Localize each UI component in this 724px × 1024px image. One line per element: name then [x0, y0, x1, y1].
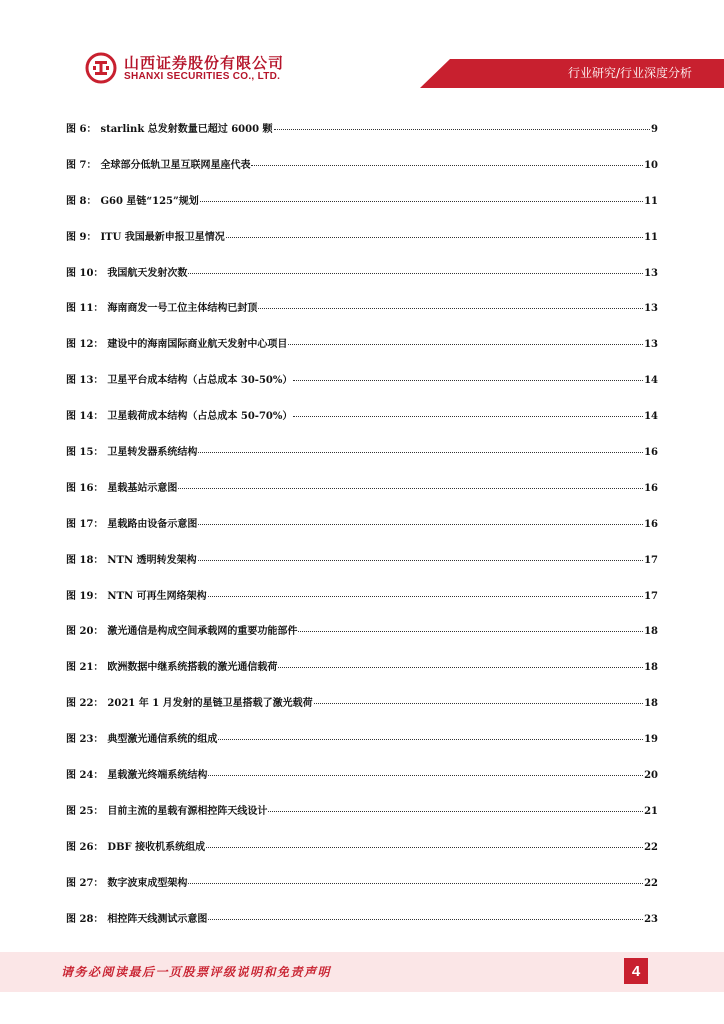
- toc-figure-title[interactable]: 星载激光终端系统结构: [107, 770, 208, 782]
- toc-page-number[interactable]: 10: [644, 159, 658, 171]
- toc-figure-title[interactable]: 我国航天发射次数: [107, 267, 188, 279]
- toc-figure-label: 图 17：: [66, 518, 104, 530]
- toc-entry[interactable]: [66, 587, 658, 623]
- toc-page-number[interactable]: 23: [644, 913, 658, 925]
- toc-entry[interactable]: [66, 551, 658, 587]
- toc-dot-leader: [293, 380, 643, 381]
- toc-entry[interactable]: [66, 443, 658, 479]
- toc-figure-title[interactable]: 激光通信是构成空间承载网的重要功能部件: [107, 626, 298, 638]
- toc-figure-label: 图 25：: [66, 805, 104, 817]
- toc-figure-title[interactable]: 星载路由设备示意图: [107, 518, 198, 530]
- toc-page-number[interactable]: 11: [644, 231, 658, 243]
- toc-dot-leader: [278, 667, 643, 668]
- toc-dot-leader: [208, 596, 643, 597]
- toc-figure-label: 图 7：: [66, 159, 97, 171]
- company-name-en: SHANXI SECURITIES CO., LTD.: [124, 71, 281, 82]
- toc-figure-title[interactable]: 建设中的海南国际商业航天发射中心项目: [107, 339, 288, 351]
- toc-page-number[interactable]: 17: [644, 590, 658, 602]
- toc-dot-leader: [293, 416, 643, 417]
- toc-entry[interactable]: [66, 120, 658, 156]
- toc-figure-label: 图 20：: [66, 626, 104, 638]
- toc-page-number[interactable]: 18: [644, 626, 658, 638]
- toc-figure-title[interactable]: G60 星链“125”规划: [100, 195, 199, 207]
- toc-figure-label: 图 18：: [66, 554, 104, 566]
- toc-page-number[interactable]: 16: [644, 482, 658, 494]
- toc-dot-leader: [258, 308, 643, 309]
- toc-figure-title[interactable]: DBF 接收机系统组成: [107, 841, 206, 853]
- toc-page-number[interactable]: 9: [651, 124, 658, 135]
- toc-entry[interactable]: [66, 694, 658, 730]
- toc-page-number[interactable]: 18: [644, 662, 658, 674]
- toc-figure-label: 图 8：: [66, 195, 97, 207]
- toc-figure-title[interactable]: 目前主流的星载有源相控阵天线设计: [107, 805, 268, 817]
- toc-dot-leader: [274, 129, 651, 130]
- toc-figure-title[interactable]: 相控阵天线测试示意图: [107, 913, 208, 925]
- toc-figure-label: 图 15：: [66, 447, 104, 459]
- toc-dot-leader: [226, 237, 643, 238]
- toc-figure-title[interactable]: 数字波束成型架构: [107, 877, 188, 889]
- toc-dot-leader: [268, 811, 643, 812]
- toc-dot-leader: [298, 631, 643, 632]
- toc-entry[interactable]: [66, 335, 658, 371]
- toc-entry[interactable]: [66, 766, 658, 802]
- toc-dot-leader: [188, 883, 643, 884]
- toc-figure-label: 图 19：: [66, 590, 104, 602]
- toc-figure-title[interactable]: NTN 透明转发架构: [107, 554, 197, 566]
- toc-entry[interactable]: [66, 371, 658, 407]
- toc-figure-label: 图 26：: [66, 841, 104, 853]
- toc-dot-leader: [178, 488, 643, 489]
- toc-figure-title[interactable]: 2021 年 1 月发射的星链卫星搭载了激光载荷: [107, 698, 313, 710]
- toc-entry[interactable]: [66, 730, 658, 766]
- toc-dot-leader: [208, 775, 643, 776]
- toc-page-number[interactable]: 14: [644, 411, 658, 423]
- toc-entry[interactable]: [66, 910, 658, 946]
- toc-figure-label: 图 28：: [66, 913, 104, 925]
- toc-figure-label: 图 23：: [66, 734, 104, 746]
- toc-figure-label: 图 9：: [66, 231, 97, 243]
- toc-entry[interactable]: [66, 622, 658, 658]
- toc-dot-leader: [198, 560, 643, 561]
- toc-dot-leader: [198, 452, 643, 453]
- toc-figure-label: 图 10：: [66, 267, 104, 279]
- toc-entry[interactable]: [66, 479, 658, 515]
- toc-figure-label: 图 21：: [66, 662, 104, 674]
- toc-dot-leader: [206, 847, 643, 848]
- disclaimer-text: 请务必阅读最后一页股票评级说明和免责声明: [61, 965, 332, 979]
- toc-figure-title[interactable]: 卫星载荷成本结构（占总成本 50-70%）: [107, 411, 293, 423]
- toc-page-number[interactable]: 20: [644, 770, 658, 782]
- toc-dot-leader: [251, 165, 643, 166]
- toc-page-number[interactable]: 22: [644, 877, 658, 889]
- toc-figure-label: 图 14：: [66, 411, 104, 423]
- toc-page-number[interactable]: 21: [644, 805, 658, 817]
- toc-entry[interactable]: [66, 299, 658, 335]
- toc-entry[interactable]: [66, 264, 658, 300]
- toc-figure-title[interactable]: 海南商发一号工位主体结构已封顶: [107, 303, 258, 315]
- toc-figure-title[interactable]: 典型激光通信系统的组成: [107, 734, 218, 746]
- toc-figure-label: 图 11：: [66, 303, 104, 315]
- toc-figure-label: 图 24：: [66, 770, 104, 782]
- toc-entry[interactable]: [66, 407, 658, 443]
- toc-figure-title[interactable]: 卫星平台成本结构（占总成本 30-50%）: [107, 375, 293, 387]
- toc-entry[interactable]: [66, 874, 658, 910]
- toc-entry[interactable]: [66, 658, 658, 694]
- toc-dot-leader: [288, 344, 643, 345]
- toc-figure-title[interactable]: 星载基站示意图: [107, 482, 178, 494]
- toc-figure-title[interactable]: ITU 我国最新申报卫星情况: [100, 231, 225, 243]
- toc-page-number[interactable]: 16: [644, 447, 658, 459]
- toc-entry[interactable]: [66, 838, 658, 874]
- toc-figure-title[interactable]: 全球部分低轨卫星互联网星座代表: [100, 159, 251, 171]
- toc-entry[interactable]: [66, 228, 658, 264]
- toc-figure-title[interactable]: 卫星转发器系统结构: [107, 447, 198, 459]
- page-number: 4: [624, 958, 648, 984]
- toc-dot-leader: [208, 919, 643, 920]
- toc-page-number[interactable]: 22: [644, 841, 658, 853]
- toc-figure-label: 图 13：: [66, 375, 104, 387]
- toc-figure-title[interactable]: starlink 总发射数量已超过 6000 颗: [100, 124, 273, 135]
- toc-figure-label: 图 6：: [66, 124, 97, 135]
- toc-page-number[interactable]: 11: [644, 195, 658, 207]
- toc-figure-label: 图 27：: [66, 877, 104, 889]
- toc-dot-leader: [200, 201, 643, 202]
- toc-figure-label: 图 22：: [66, 698, 104, 710]
- toc-dot-leader: [314, 703, 643, 704]
- toc-entry[interactable]: [66, 802, 658, 838]
- toc-figure-label: 图 16：: [66, 482, 104, 494]
- toc-page-number[interactable]: 18: [644, 698, 658, 710]
- toc-figure-label: 图 12：: [66, 339, 104, 351]
- toc-dot-leader: [218, 739, 643, 740]
- toc-page-number[interactable]: 13: [644, 339, 658, 351]
- toc-page-number[interactable]: 16: [644, 518, 658, 530]
- toc-page-number[interactable]: 14: [644, 375, 658, 387]
- toc-entry[interactable]: [66, 156, 658, 192]
- toc-page-number[interactable]: 17: [644, 554, 658, 566]
- toc-page-number[interactable]: 13: [644, 303, 658, 315]
- toc-dot-leader: [198, 524, 643, 525]
- toc-figure-title[interactable]: 欧洲数据中继系统搭载的激光通信载荷: [107, 662, 278, 674]
- toc-page-number[interactable]: 13: [644, 267, 658, 279]
- page-header: [0, 0, 724, 100]
- toc-dot-leader: [188, 273, 643, 274]
- toc-figure-title[interactable]: NTN 可再生网络架构: [107, 590, 207, 602]
- toc-page-number[interactable]: 19: [644, 734, 658, 746]
- company-name-cn: 山西证券股份有限公司: [124, 54, 285, 72]
- toc-entry[interactable]: [66, 192, 658, 228]
- toc-entry[interactable]: [66, 515, 658, 551]
- shanxi-securities-logo-icon: [85, 52, 117, 84]
- report-category: 行业研究/行业深度分析: [567, 66, 692, 80]
- figure-table-of-contents: [66, 120, 658, 945]
